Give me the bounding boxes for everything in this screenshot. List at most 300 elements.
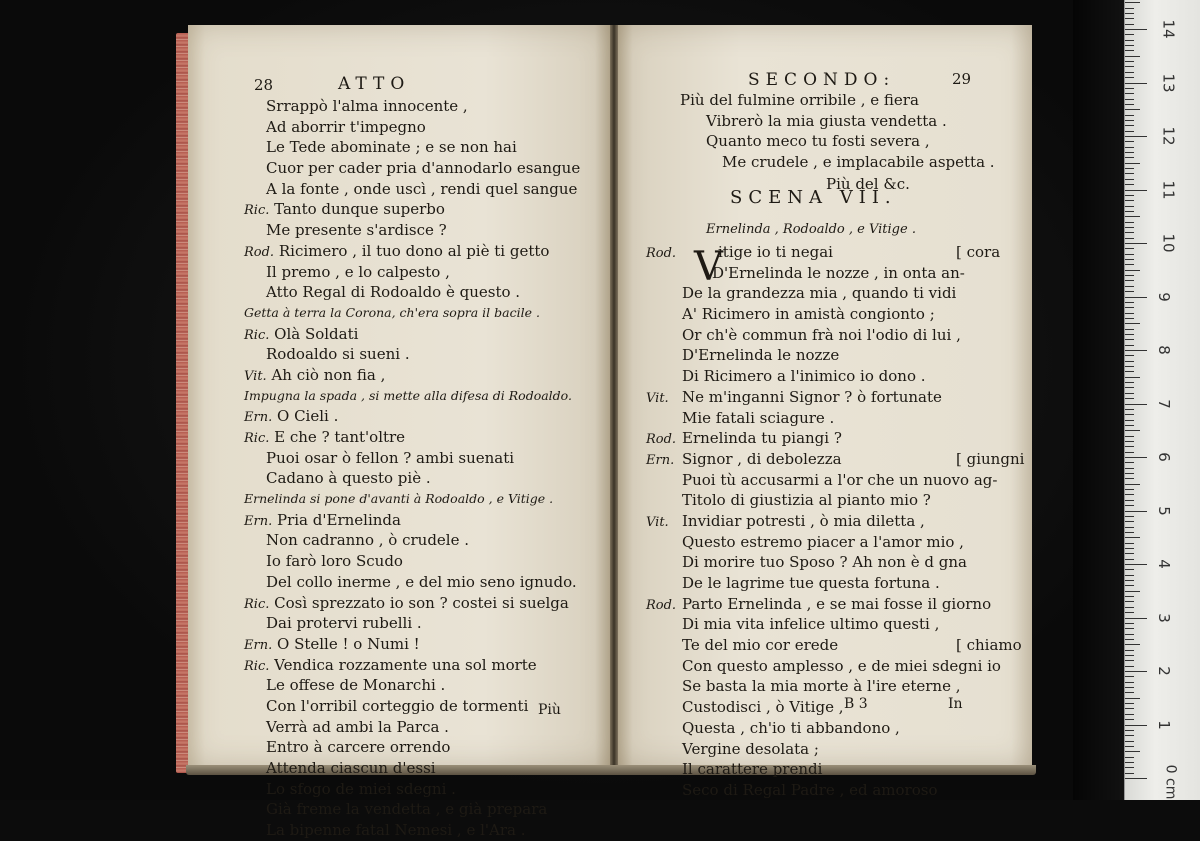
verse-line <box>244 551 580 572</box>
ruler-tick <box>1125 179 1134 180</box>
ruler-tick <box>1125 537 1140 538</box>
ruler-tick <box>1125 516 1134 517</box>
ruler-tick <box>1125 270 1140 271</box>
ruler-number: 4 <box>1154 559 1173 569</box>
right-running-head: SECONDO: <box>748 70 896 90</box>
ruler-tick <box>1125 248 1134 249</box>
ruler-tick <box>1125 99 1134 100</box>
ruler-tick <box>1125 494 1134 495</box>
verse-text: O Cieli . <box>277 407 339 426</box>
ruler-tick <box>1125 553 1134 554</box>
verse-line <box>244 262 580 283</box>
left-catchword: Più <box>538 702 561 718</box>
ruler-tick <box>1125 264 1134 265</box>
ruler-tick <box>1125 120 1134 121</box>
ruler-tick <box>1125 280 1134 281</box>
stage-direction: Impugna la spada , si mette alla difesa di Rodoaldo. <box>244 387 572 403</box>
left-page-text <box>244 96 580 841</box>
scene-cast: Ernelinda , Rodoaldo , e Vitige . <box>706 222 916 237</box>
ruler-number: 13 <box>1159 72 1178 93</box>
ruler-tick <box>1125 634 1134 635</box>
ruler-tick <box>1125 29 1147 30</box>
ruler-tick <box>1125 275 1134 276</box>
speaker-label: Ern. <box>244 513 273 529</box>
left-running-head: ATTO <box>338 74 411 94</box>
ruler-tick <box>1125 468 1134 469</box>
verse-text: D'Ernelinda le nozze , in onta an- <box>712 263 965 282</box>
ruler-number: 2 <box>1154 666 1173 676</box>
ruler-tick <box>1125 56 1140 57</box>
verse-text: Già freme la vendetta , e già prepara <box>266 800 548 819</box>
ruler-tick <box>1125 34 1134 35</box>
ruler-tick <box>1125 334 1134 335</box>
verse-text: Verrà ad ambi la Parca . <box>266 717 449 736</box>
ruler-tick <box>1125 623 1134 624</box>
verse-line <box>244 96 580 117</box>
verse-text: Titolo di giustizia al pianto mio ? <box>682 491 931 510</box>
ruler-tick <box>1125 291 1134 292</box>
ruler-tick <box>1125 628 1134 629</box>
ruler-tick <box>1125 77 1134 78</box>
ruler-tick <box>1125 607 1134 608</box>
verse-text: Così sprezzato io son ? costei si suelga <box>274 593 569 612</box>
ruler-tick <box>1125 355 1134 356</box>
ruler-tick <box>1125 184 1134 185</box>
ruler-tick <box>1125 45 1134 46</box>
ruler-tick <box>1125 350 1147 351</box>
verse-line <box>244 199 580 220</box>
ruler-tick <box>1125 773 1134 774</box>
ruler-tick <box>1125 377 1140 378</box>
verse-text: Rodoaldo si sueni . <box>266 345 410 364</box>
verse-line <box>244 820 580 841</box>
ruler-tick <box>1125 430 1140 431</box>
verse-line <box>244 593 580 614</box>
ruler-tick <box>1125 644 1140 645</box>
speaker-label: Ric. <box>244 327 270 343</box>
verse-line <box>646 511 1001 532</box>
ruler-tick <box>1125 163 1140 164</box>
speaker-label: Rod. <box>646 246 677 261</box>
speaker-label: Vit. <box>646 514 669 530</box>
speaker-label: Ric. <box>244 203 270 219</box>
speaker-label: Ric. <box>244 658 270 674</box>
speaker-label: Ric. <box>244 596 270 612</box>
verse-line <box>244 365 580 386</box>
speaker-label: Ric. <box>244 431 270 446</box>
right-catchword: In <box>948 696 963 712</box>
verse-line <box>244 137 580 158</box>
background-band <box>1073 0 1125 800</box>
ruler-tick <box>1125 345 1134 346</box>
ruler-tick <box>1125 104 1134 105</box>
verse-line <box>656 676 1001 697</box>
verse-text: Olà Soldati <box>274 324 359 343</box>
ruler-tick <box>1125 323 1140 324</box>
verse-text: La bipenne fatal Nemesi , e l'Ara . <box>266 821 526 840</box>
verse-text: Me presente s'ardisce ? <box>266 221 447 240</box>
ruler-tick <box>1125 521 1134 522</box>
verse-text: Con l'orribil corteggio de tormenti <box>266 696 529 715</box>
ruler-tick <box>1125 141 1134 142</box>
verse-line <box>244 655 580 676</box>
speaker-label: Ern. <box>244 410 273 426</box>
verse-line <box>656 759 1001 780</box>
ruler-tick <box>1125 703 1134 704</box>
verse-text: Vergine desolata ; <box>682 739 819 758</box>
verse-line <box>244 117 580 138</box>
ruler-tick <box>1125 66 1134 67</box>
turnover-text: [ giungni <box>956 449 1025 468</box>
ruler-tick <box>1125 200 1134 201</box>
verse-line <box>244 613 580 634</box>
verse-text: E che ? tant'oltre <box>274 428 406 446</box>
verse-line <box>656 304 1001 325</box>
ruler-tick <box>1125 125 1134 126</box>
ruler-tick <box>1125 692 1134 693</box>
verse-line <box>244 344 580 365</box>
stage-direction: Getta à terra la Corona, ch'era sopra il bacile . <box>244 304 540 320</box>
ruler-tick <box>1125 575 1134 576</box>
ruler-tick <box>1125 13 1134 14</box>
ruler-tick <box>1125 339 1134 340</box>
ruler-tick <box>1125 564 1147 565</box>
verse-text: Ad aborrir t'impegno <box>266 117 426 136</box>
ruler-tick <box>1125 778 1147 779</box>
ruler-tick <box>1125 473 1134 474</box>
ruler-tick <box>1125 387 1134 388</box>
ruler-tick <box>1125 398 1134 399</box>
speaker-label: Ern. <box>244 637 273 653</box>
ruler-tick <box>1125 371 1134 372</box>
verse-text: Le Tede abominate ; e se non hai <box>266 138 517 157</box>
verse-text: Custodisci , ò Vitige , <box>682 698 844 717</box>
ruler-tick <box>1125 50 1134 51</box>
ruler-tick <box>1125 24 1134 25</box>
ruler-tick <box>1125 746 1134 747</box>
speaker-label: Rod. <box>646 597 677 613</box>
ruler-tick <box>1125 302 1134 303</box>
verse-line <box>646 449 1025 470</box>
verse-text: Il premo , e lo calpesto , <box>266 262 450 281</box>
verse-line <box>244 324 580 345</box>
verse-line <box>244 675 580 696</box>
verse-text: Vendica rozzamente una sol morte <box>274 655 537 674</box>
verse-text: Te del mio cor erede <box>682 636 839 655</box>
verse-line <box>656 718 1001 739</box>
ruler-number: 12 <box>1159 126 1178 146</box>
aria-line: Me crudele , e implacabile aspetta . <box>722 153 995 172</box>
verse-line <box>244 634 580 655</box>
ruler-tick <box>1125 83 1147 84</box>
verse-text: Ah ciò non fia , <box>271 365 386 384</box>
ruler-number: 11 <box>1159 179 1178 200</box>
stage-direction: Ernelinda si pone d'avanti à Rodoaldo , e Vitige . <box>244 491 554 507</box>
ruler-tick <box>1125 361 1134 362</box>
ruler-tick <box>1125 420 1134 421</box>
verse-line <box>244 510 580 531</box>
ruler-tick <box>1125 382 1134 383</box>
ruler-tick <box>1125 601 1134 602</box>
book-gutter <box>610 25 618 770</box>
ruler-tick <box>1125 457 1147 458</box>
verse-line <box>244 158 580 179</box>
ruler-tick <box>1125 254 1134 255</box>
ruler-tick <box>1125 259 1134 260</box>
verse-text: A la fonte , onde uscì , rendi quel sangue <box>266 179 578 198</box>
verse-text: Seco di Regal Padre , ed amoroso <box>682 780 938 799</box>
ruler-tick <box>1125 88 1134 89</box>
verse-line <box>656 325 1001 346</box>
ruler-tick <box>1125 227 1134 228</box>
verse-text: Attenda ciascun d'essi <box>266 759 436 777</box>
ruler-tick <box>1125 532 1134 533</box>
verse-line <box>656 345 1001 366</box>
ruler-tick <box>1125 719 1134 720</box>
verse-text: Ernelinda tu piangi ? <box>682 429 842 448</box>
ruler-tick <box>1125 596 1134 597</box>
verse-line <box>656 263 1001 284</box>
drop-cap: V <box>694 244 723 290</box>
verse-text: Signor , di debolezza <box>682 449 842 468</box>
verse-line <box>656 283 1001 304</box>
ruler-tick <box>1125 329 1134 330</box>
ruler-tick <box>1125 115 1134 116</box>
verse-line <box>656 490 1001 511</box>
ruler-unit-label: 0 cm <box>1162 764 1179 800</box>
verse-line <box>244 758 580 779</box>
ruler-tick <box>1125 131 1134 132</box>
da-capo-marker: Più del &c. <box>826 175 910 193</box>
ruler-tick <box>1125 152 1134 153</box>
ruler-tick <box>1125 313 1134 314</box>
verse-line <box>244 241 580 262</box>
ruler-tick <box>1125 243 1147 244</box>
ruler-tick <box>1125 730 1134 731</box>
verse-line <box>656 614 1001 635</box>
verse-line <box>244 406 580 427</box>
aria-line: Più del fulmine orribile , e fiera <box>680 91 919 109</box>
speaker-label: Vit. <box>646 390 669 406</box>
verse-text: Di morire tuo Sposo ? Ah non è d gna <box>682 553 967 572</box>
ruler-tick <box>1125 441 1134 442</box>
verse-line <box>244 717 580 738</box>
ruler-tick <box>1125 409 1134 410</box>
ruler-tick <box>1125 591 1140 592</box>
ruler-tick <box>1125 639 1134 640</box>
ruler-tick <box>1125 93 1134 94</box>
ruler-tick <box>1125 660 1134 661</box>
verse-line <box>244 220 580 241</box>
aria-line: Quanto meco tu fosti severa , <box>706 132 930 151</box>
speaker-label: Vit. <box>244 368 267 384</box>
ruler-tick <box>1125 708 1134 709</box>
ruler-tick <box>1125 307 1134 308</box>
verse-text: Atto Regal di Rodoaldo è questo . <box>266 283 521 302</box>
verse-line <box>656 635 1022 656</box>
ruler-tick <box>1125 136 1147 137</box>
verse-text: Puoi tù accusarmi a l'or che un nuovo ag- <box>682 470 998 489</box>
ruler-tick <box>1125 671 1147 672</box>
verse-line <box>646 594 1001 615</box>
ruler-tick <box>1125 425 1134 426</box>
verse-line <box>656 780 1001 801</box>
verse-line <box>244 530 580 551</box>
ruler-tick <box>1125 682 1134 683</box>
ruler-tick <box>1125 655 1134 656</box>
verse-text: Srrappò l'alma innocente , <box>266 97 468 115</box>
verse-line <box>244 696 580 717</box>
verse-text: Mie fatali sciagure . <box>682 408 835 427</box>
ruler-tick <box>1125 40 1134 41</box>
right-page-number: 29 <box>952 70 972 88</box>
verse-text: Di mia vita infelice ultimo questi , <box>682 615 940 634</box>
verse-text: Non cadranno , ò crudele . <box>266 531 470 550</box>
ruler-tick <box>1125 478 1134 479</box>
verse-line <box>656 366 1001 387</box>
verse-line <box>244 179 580 200</box>
signature-mark: B 3 <box>844 696 868 712</box>
ruler-tick <box>1125 61 1134 62</box>
ruler-tick <box>1125 687 1134 688</box>
verse-text: Del collo inerme , e del mio seno ignudo. <box>266 572 577 591</box>
ruler-tick <box>1125 618 1147 619</box>
ruler-tick <box>1125 698 1140 699</box>
verse-text: Tanto dunque superbo <box>274 200 445 219</box>
ruler-tick <box>1125 404 1147 405</box>
verse-text: Io farò loro Scudo <box>266 552 403 571</box>
verse-text: Or ch'è commun frà noi l'odio di lui , <box>682 325 961 344</box>
scene-heading: SCENA VII. <box>730 187 897 208</box>
ruler-tick <box>1125 714 1134 715</box>
verse-line <box>656 532 1001 553</box>
verse-text: Il carattere prendi <box>682 760 823 779</box>
verse-text: A' Ricimero in amistà congionto ; <box>682 305 935 324</box>
ruler-tick <box>1125 173 1134 174</box>
verse-line <box>656 656 1001 677</box>
verse-text: Pria d'Ernelinda <box>277 510 401 529</box>
verse-line <box>656 470 1001 491</box>
aria-line: Vibrerò la mia giusta vendetta . <box>706 111 947 130</box>
ruler-tick <box>1125 612 1134 613</box>
verse-text: itige io ti negai <box>718 243 833 261</box>
ruler-number: 14 <box>1159 19 1178 39</box>
ruler-tick <box>1125 666 1134 667</box>
verse-text: Di Ricimero a l'inimico io dono . <box>682 367 926 386</box>
verse-line <box>244 737 580 758</box>
ruler-tick <box>1125 8 1134 9</box>
verse-text: Invidiar potresti , ò mia diletta , <box>682 511 925 530</box>
verse-line <box>244 572 580 593</box>
ruler-tick <box>1125 366 1134 367</box>
ruler-tick <box>1125 543 1134 544</box>
ruler-number: 8 <box>1154 345 1173 355</box>
ruler-tick <box>1125 446 1134 447</box>
ruler-tick <box>1125 72 1134 73</box>
ruler-tick <box>1125 393 1134 394</box>
verse-text: Questa , ch'io ti abbandono , <box>682 718 900 737</box>
ruler-tick <box>1125 676 1134 677</box>
right-page-text <box>646 242 1025 801</box>
verse-text: Le offese de Monarchi . <box>266 676 446 695</box>
verse-line <box>244 468 580 489</box>
verse-line <box>244 779 580 800</box>
ruler-tick <box>1125 168 1134 169</box>
ruler-tick <box>1125 484 1140 485</box>
verse-line <box>244 448 580 469</box>
verse-text: Puoi osar ò fellon ? ambi suenati <box>266 448 515 467</box>
ruler-tick <box>1125 511 1147 512</box>
right-page-aria-end <box>680 90 995 173</box>
ruler-tick <box>1125 569 1134 570</box>
ruler-tick <box>1125 195 1134 196</box>
verse-text: Ne m'inganni Signor ? ò fortunate <box>682 387 942 406</box>
ruler-tick <box>1125 211 1134 212</box>
ruler-tick <box>1125 559 1134 560</box>
ruler-tick <box>1125 757 1134 758</box>
verse-text: De le lagrime tue questa fortuna . <box>682 574 940 592</box>
ruler-tick <box>1125 741 1134 742</box>
verse-text: Parto Ernelinda , e se mai fosse il giorno <box>682 594 992 613</box>
ruler-tick <box>1125 762 1134 763</box>
ruler-tick <box>1125 190 1147 191</box>
ruler-number: 1 <box>1154 719 1173 730</box>
ruler-tick <box>1125 650 1134 651</box>
ruler-tick <box>1125 505 1134 506</box>
measuring-ruler <box>1124 0 1200 800</box>
verse-line <box>656 573 1001 594</box>
speaker-label: Rod. <box>646 432 677 448</box>
ruler-tick <box>1125 580 1134 581</box>
verse-text: Se basta la mia morte à l'ire eterne , <box>682 677 961 696</box>
ruler-tick <box>1125 767 1134 768</box>
ruler-tick <box>1125 548 1134 549</box>
verse-text: Con questo amplesso , e de miei sdegni io <box>682 656 1001 675</box>
ruler-tick <box>1125 297 1147 298</box>
verse-text: Lo sfogo de miei sdegni . <box>266 779 456 798</box>
verse-text: D'Ernelinda le nozze <box>682 346 840 365</box>
turnover-text: [ cora <box>956 243 1001 261</box>
ruler-tick <box>1125 725 1147 726</box>
ruler-tick <box>1125 414 1134 415</box>
ruler-tick <box>1125 2 1140 3</box>
verse-line <box>244 427 580 448</box>
ruler-tick <box>1125 216 1140 217</box>
verse-text: Cadano à questo piè . <box>266 469 431 488</box>
verse-line <box>244 282 580 303</box>
ruler-tick <box>1125 147 1134 148</box>
verse-line <box>656 552 1001 573</box>
speaker-label: Rod. <box>244 244 275 260</box>
ruler-tick <box>1125 157 1134 158</box>
ruler-tick <box>1125 109 1140 110</box>
ruler-tick <box>1125 238 1134 239</box>
ruler-tick <box>1125 751 1140 752</box>
ruler-number: 7 <box>1154 398 1173 409</box>
ruler-tick <box>1125 436 1134 437</box>
turnover-text: [ chiamo <box>956 636 1022 655</box>
left-page-number: 28 <box>254 76 274 94</box>
verse-line <box>646 428 1001 449</box>
ruler-number: 6 <box>1154 452 1173 462</box>
ruler-tick <box>1125 452 1134 453</box>
ruler-tick <box>1125 232 1134 233</box>
verse-text: Dai protervi rubelli . <box>266 614 422 633</box>
ruler-number: 10 <box>1159 233 1178 253</box>
verse-text: Questo estremo piacer a l'amor mio , <box>682 532 964 551</box>
ruler-number: 3 <box>1154 612 1173 623</box>
verse-line <box>656 739 1001 760</box>
